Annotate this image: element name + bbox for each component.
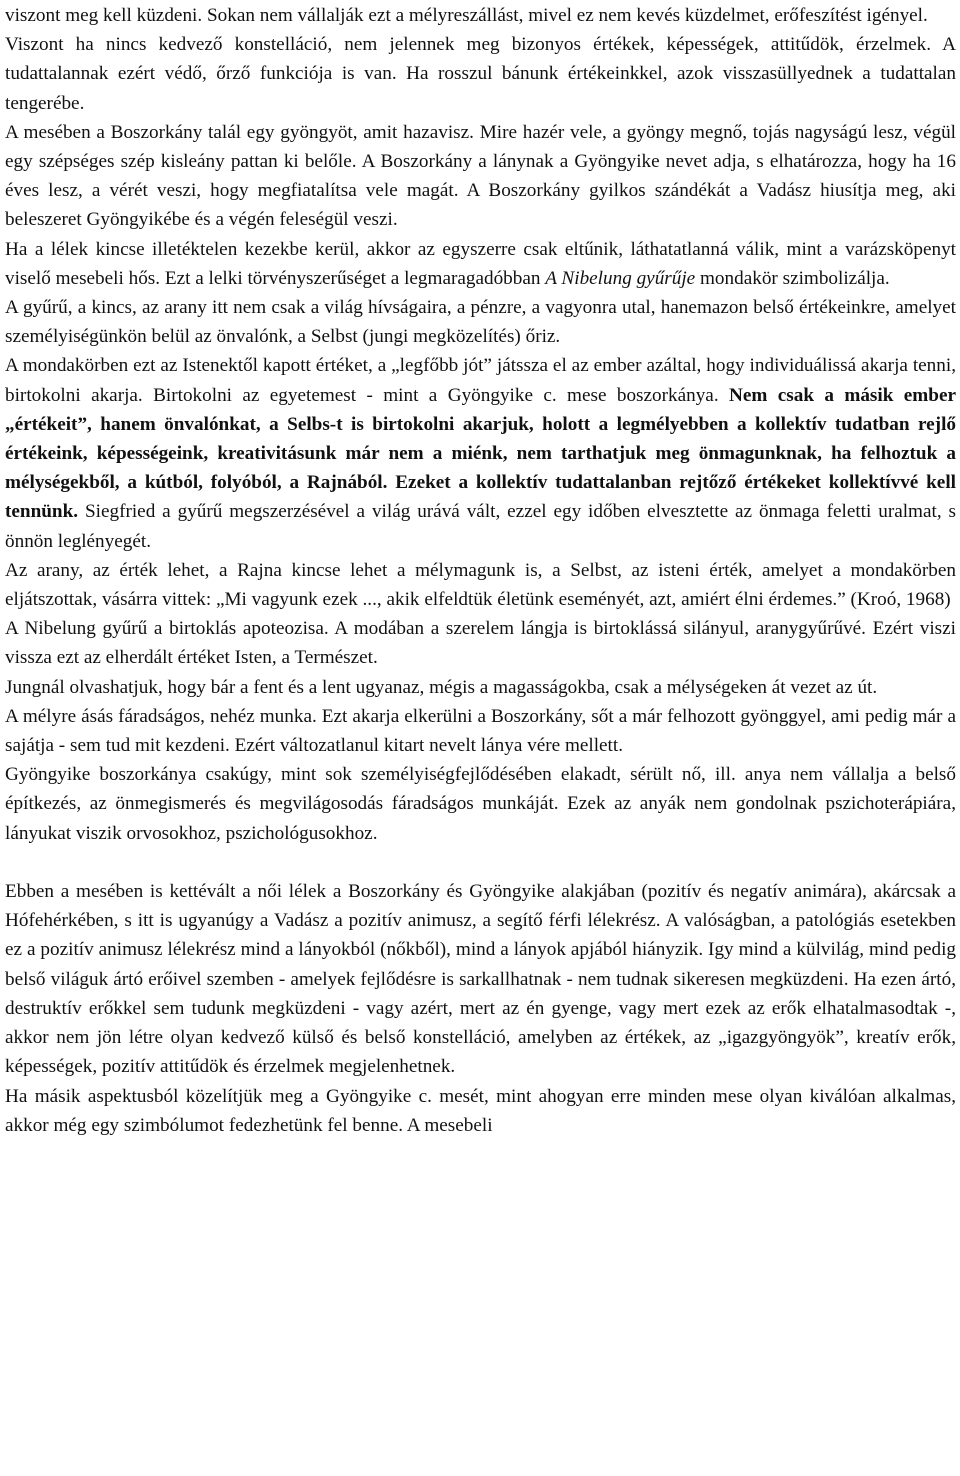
text-run: viszont meg kell küzdeni. Sokan nem vállalják ezt a mélyreszállást, mivel ez nem kevés küzdelmet, erőfeszítést igényel. <box>5 5 928 26</box>
text-run: Viszont ha nincs kedvező konstelláció, nem jelennek meg bizonyos értékek, képességek, attitűdök, érzelmek. A tudattalannak ezért védő, őrző funkciója is van. Ha rosszul bánunk értékeinkkel, azok visszasüllyednek a tudattalan tengerébe. <box>5 34 956 114</box>
bold-text: Nem csak a másik ember „értékeit”, hanem önvalónkat, a Selbs-t is birtokolni akarjuk, holott a legmélyebben a kollektív tudatban rejlő értékeink, képességeink, kreativitásunk már nem a miénk, nem tarthatjuk meg önmagunknak, ha felhoztuk a mélységekből, a kútból, folyóból, a Rajnából. Ezeket a kollektív tudattalanban rejtőző értékeket kollektívvé kell tennünk. <box>5 384 956 523</box>
text-run: Gyöngyike boszorkánya csakúgy, mint sok személyiségfejlődésében elakadt, sérült nő, ill. anya nem vállalja a belső építkezés, az önmegismerés és megvilágosodás fáradságos munkáját. Ezek az anyák nem gondolnak pszichoterápiára, lányukat viszik orvosokhoz, pszichológusokhoz. <box>5 764 956 844</box>
text-run: A mélyre ásás fáradságos, nehéz munka. Ezt akarja elkerülni a Boszorkány, sőt a már felhozott gyönggyel, ami pedig már a sajátja - sem tud mit kezdeni. Ezért változatlanul kitart nevelt lánya vére mellett. <box>5 705 956 757</box>
text-run: Jungnál olvashatjuk, hogy bár a fent és a lent ugyanaz, mégis a magasságokba, csak a mélységeken át vezet az út. <box>5 676 878 698</box>
paragraph <box>5 30 956 118</box>
paragraph <box>5 556 956 614</box>
paragraph <box>5 118 956 235</box>
paragraph <box>5 877 956 1081</box>
text-run: A Nibelung gyűrű a birtoklás apoteozisa. A modában a szerelem lángja is birtoklássá silányul, aranygyűrűvé. Ezért viszi vissza ezt az elherdált értéket Isten, a Természet. <box>5 618 956 669</box>
paragraph <box>5 1082 956 1140</box>
document-page <box>5 1 956 1140</box>
text-run: Ha másik aspektusból közelítjük meg a Gyöngyike c. mesét, mint ahogyan erre minden mese olyan kiválóan alkalmas, akkor még egy szimbólumot fedezhetünk fel benne. A mesebeli <box>5 1085 956 1136</box>
text-run: A gyűrű, a kincs, az arany itt nem csak a világ hívságaira, a pénzre, a vagyonra utal, hanemazon belső értékeinkre, amelyet személyiségünkön belül az önvalónk, a Selbst (jungi megközelítés) őriz. <box>5 297 956 348</box>
text-run: Ha a lélek kincse illetéktelen kezekbe kerül, akkor az egyszerre csak eltűnik, láthatatlanná válik, mint a varázsköpenyt viselő mesebeli hős. Ezt a lelki törvényszerűséget a legmaragadóbban <box>5 238 956 289</box>
paragraph <box>5 673 956 702</box>
text-run: A mondakörben ezt az Istenektől kapott értéket, a „legfőbb jót” játssza el az ember azáltal, hogy individuálissá akarja tenni, birtokolni akarja. Birtokolni az egyetemest - mint a Gyöngyike c. mese boszorkánya. <box>5 355 956 406</box>
italic-text: A Nibelung gyűrűje <box>545 267 696 289</box>
paragraph <box>5 760 956 848</box>
paragraph <box>5 351 956 555</box>
paragraph <box>5 235 956 293</box>
paragraph <box>5 293 956 351</box>
paragraph <box>5 1 956 30</box>
text-run: A mesében a Boszorkány talál egy gyöngyöt, amit hazavisz. Mire hazér vele, a gyöngy megnő, tojás nagyságú lesz, végül egy szépséges szép kisleány pattan ki belőle. A Boszorkány a lánynak a Gyöngyike nevet adja, s elhatározza, hogy ha 16 éves lesz, a vérét veszi, hogy megfiatalítsa vele magát. A Boszorkány gyilkos szándékát a Vadász hiusítja meg, aki beleszeret Gyöngyikébe és a végén feleségül veszi. <box>5 121 956 231</box>
paragraph <box>5 614 956 672</box>
paragraph-gap <box>5 848 956 877</box>
paragraph <box>5 702 956 760</box>
text-run: Az arany, az érték lehet, a Rajna kincse lehet a mélymagunk is, a Selbst, az isteni érték, amelyet a mondakörben eljátszottak, vásárra vittek: „Mi vagyunk ezek ..., akik elfeldtük életünk eseményét, azt, amiért élni érdemes.” (Kroó, 1968) <box>5 559 956 611</box>
text-run: Ebben a mesében is kettévált a női lélek a Boszorkány és Gyöngyike alakjában (pozitív és negatív animára), akárcsak a Hófehérkében, s itt is ugyanúgy a Vadász a pozitív animusz, a segítő férfi lélekrész. A valóságban, a patológiás esetekben ez a pozitív animusz lélekrész mind a lányokból (nőkből), mind a lányok apjából hiányzik. Igy mind a külvilág, mind pedig belső világuk ártó erőivel szemben - amelyek fejlődésre is sarkallhatnak - nem tudnak sikeresen megküzdeni. Ha ezen ártó, destruktív erőkkel sem tudunk megküzdeni - vagy azért, mert az én gyenge, vagy mert ezek az erők elhatalmasodtak -, akkor nem jön létre olyan kedvező külső és belső konstelláció, amelyben az értékek, az „igazgyöngyök”, kreatív erők, képességek, pozitív attitűdök és érzelmek megjelenhetnek. <box>5 881 956 1078</box>
text-run: mondakör szimbolizálja. <box>695 267 890 289</box>
text-run: Siegfried a gyűrű megszerzésével a világ urává vált, ezzel egy időben elvesztette az önmaga feletti uralmat, s önnön leglényegét. <box>5 501 956 552</box>
